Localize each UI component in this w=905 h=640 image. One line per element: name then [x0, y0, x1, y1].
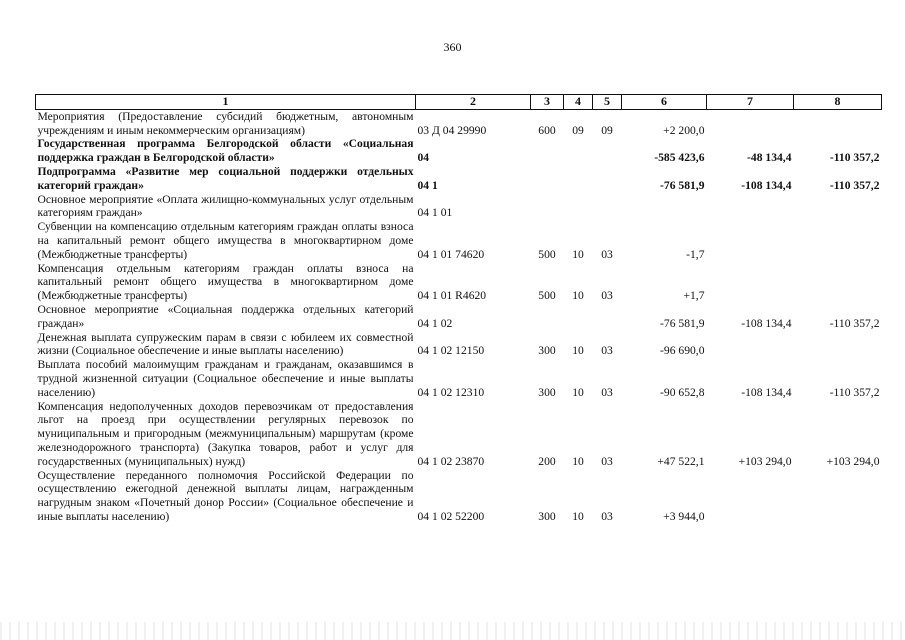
budget-table [35, 94, 882, 524]
row-section: 10 [572, 385, 584, 399]
row-section [564, 303, 593, 331]
row-subsection [593, 165, 622, 193]
row-classification-code: 04 1 02 12150 [417, 344, 485, 358]
row-amount-col7 [707, 109, 794, 137]
table-row [36, 469, 882, 524]
column-header: 3 [531, 95, 564, 110]
row-description: Денежная выплата супружеским парам в связи с юбилеем их совместной жизни (Социальное обеспечение и иные выплаты населению) [37, 330, 414, 358]
column-header: 2 [416, 95, 531, 110]
row-description: Осуществление переданного полномочия Российской Федерации по осуществлению ежегодной денежной выплаты лицам, награжденным нагрудным знаком «Почетный донор России» (Социальное обеспечение и иные выплаты населению) [37, 468, 414, 523]
row-amount-col8: -110 357,2 [829, 385, 880, 399]
row-subsection: 03 [601, 509, 613, 523]
row-expense-type: 200 [538, 454, 556, 468]
row-section [564, 193, 593, 221]
row-amount-col8 [794, 220, 882, 261]
row-subsection [593, 303, 622, 331]
scan-noise [0, 622, 905, 640]
table-body [36, 109, 882, 523]
row-description: Компенсация недополученных доходов перевозчикам от предоставления льгот на проезд при осуществлении регулярных перевозок по муниципальным и пригородным (межмуниципальным) маршрутам (кроме железнодорожного транспорта) (Закупка товаров, работ и услуг для государственных (муниципальных) нужд) [37, 399, 414, 468]
row-section: 10 [572, 454, 584, 468]
row-amount-col6: +3 944,0 [663, 509, 705, 523]
row-subsection: 03 [601, 454, 613, 468]
row-amount-col7 [707, 193, 794, 221]
row-section: 09 [572, 123, 584, 137]
row-expense-type [531, 193, 564, 221]
row-amount-col8 [794, 331, 882, 359]
row-amount-col6: +47 522,1 [657, 454, 705, 468]
table-row [36, 303, 882, 331]
table-row [36, 193, 882, 221]
row-amount-col7: +103 294,0 [738, 454, 792, 468]
column-header: 1 [36, 95, 416, 110]
row-amount-col6: -1,7 [686, 247, 705, 261]
row-subsection: 03 [601, 247, 613, 261]
row-amount-col6: -76 581,9 [660, 178, 705, 192]
row-amount-col7 [707, 220, 794, 261]
page-number: 360 [443, 40, 462, 54]
row-amount-col8: -110 357,2 [829, 178, 880, 192]
row-description: Основное мероприятие «Оплата жилищно-коммунальных услуг отдельным категориям граждан» [37, 192, 414, 220]
row-amount-col7: -108 134,4 [741, 385, 792, 399]
row-expense-type: 300 [538, 509, 556, 523]
row-amount-col7 [707, 331, 794, 359]
row-amount-col8: -110 357,2 [829, 151, 880, 165]
row-description: Подпрограмма «Развитие мер социальной поддержки отдельных категорий граждан» [37, 164, 414, 192]
row-subsection [593, 193, 622, 221]
row-amount-col7 [707, 262, 794, 303]
table-row [36, 109, 882, 137]
table-row [36, 331, 882, 359]
table-row [36, 165, 882, 193]
row-amount-col8 [794, 109, 882, 137]
row-classification-code: 04 1 02 [417, 316, 453, 330]
row-amount-col6: +1,7 [683, 289, 705, 303]
row-amount-col6: -76 581,9 [660, 316, 705, 330]
row-description: Компенсация отдельным категориям граждан оплаты взноса на капитальный ремонт общего имущества в многоквартирном доме (Межбюджетные трансферты) [37, 261, 414, 303]
row-amount-col7 [707, 469, 794, 524]
table-header-row [36, 95, 882, 110]
row-classification-code: 04 1 01 R4620 [417, 289, 487, 303]
row-subsection: 03 [601, 344, 613, 358]
row-section: 10 [572, 247, 584, 261]
table-row [36, 262, 882, 303]
row-classification-code: 04 1 02 23870 [417, 454, 485, 468]
column-header: 4 [564, 95, 593, 110]
row-section: 10 [572, 509, 584, 523]
table-row [36, 137, 882, 165]
row-amount-col8: +103 294,0 [826, 454, 880, 468]
row-subsection: 03 [601, 385, 613, 399]
row-amount-col7: -108 134,4 [741, 178, 792, 192]
row-description: Государственная программа Белгородской области «Социальная поддержка граждан в Белгородской области» [37, 137, 414, 165]
row-expense-type: 300 [538, 385, 556, 399]
row-amount-col8 [794, 193, 882, 221]
row-amount-col6: +2 200,0 [663, 123, 705, 137]
row-subsection: 03 [601, 289, 613, 303]
row-section [564, 137, 593, 165]
row-classification-code: 04 1 02 52200 [417, 509, 485, 523]
row-amount-col6: -585 423,6 [654, 151, 705, 165]
row-expense-type: 500 [538, 247, 556, 261]
row-amount-col8: -110 357,2 [829, 316, 880, 330]
row-expense-type [531, 165, 564, 193]
row-classification-code: 04 1 01 74620 [417, 247, 485, 261]
row-section: 10 [572, 289, 584, 303]
row-amount-col8 [794, 469, 882, 524]
column-header: 6 [622, 95, 707, 110]
row-amount-col7: -108 134,4 [741, 316, 792, 330]
table-row [36, 400, 882, 469]
row-description: Выплата пособий малоимущим гражданам и гражданам, оказавшимся в трудной жизненной ситуации (Социальное обеспечение и иные выплаты населению) [37, 358, 414, 399]
row-section: 10 [572, 344, 584, 358]
row-subsection [593, 137, 622, 165]
row-expense-type: 300 [538, 344, 556, 358]
row-expense-type [531, 137, 564, 165]
row-description: Субвенции на компенсацию отдельным категориям граждан оплаты взноса на капитальный ремонт общего имущества в многоквартирном доме (Межбюджетные трансферты) [37, 220, 414, 261]
row-amount-col6: -96 690,0 [660, 344, 705, 358]
row-classification-code: 04 1 01 [417, 206, 453, 220]
row-description: Мероприятия (Предоставление субсидий бюджетным, автономным учреждениям и иным некоммерческим организациям) [37, 109, 414, 137]
row-subsection: 09 [601, 123, 613, 137]
row-amount-col6: -90 652,8 [660, 385, 705, 399]
column-header: 5 [593, 95, 622, 110]
row-section [564, 165, 593, 193]
row-description: Основное мероприятие «Социальная поддержка отдельных категорий граждан» [37, 302, 414, 330]
table-row [36, 358, 882, 399]
row-amount-col8 [794, 262, 882, 303]
column-header: 8 [794, 95, 882, 110]
row-expense-type: 600 [538, 123, 556, 137]
row-classification-code: 04 1 02 12310 [417, 385, 485, 399]
row-expense-type: 500 [538, 289, 556, 303]
row-expense-type [531, 303, 564, 331]
row-classification-code: 04 [417, 151, 430, 165]
row-classification-code: 03 Д 04 29990 [417, 123, 487, 137]
row-amount-col6 [622, 193, 707, 221]
table-row [36, 220, 882, 261]
row-amount-col7: -48 134,4 [747, 151, 792, 165]
row-classification-code: 04 1 [417, 178, 438, 192]
column-header: 7 [707, 95, 794, 110]
